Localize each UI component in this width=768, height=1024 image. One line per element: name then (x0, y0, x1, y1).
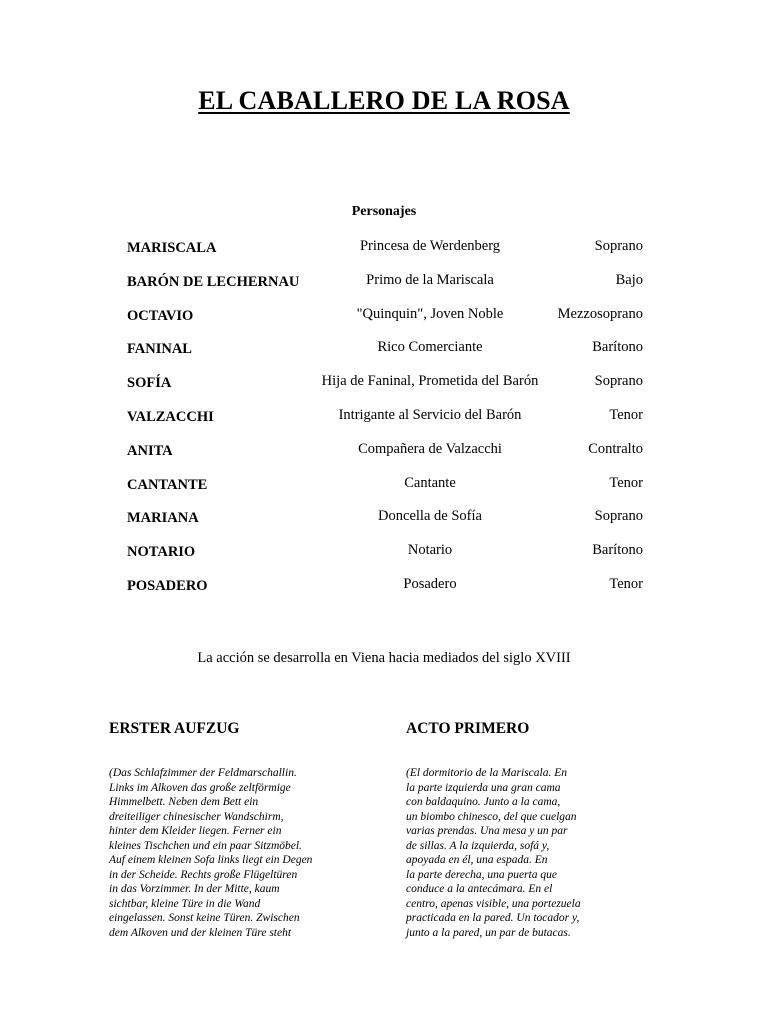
cast-heading: Personajes (351, 204, 417, 219)
stage-direction-line: kleines Tischchen und ein paar Sitzmöbel. (109, 839, 302, 852)
cast-row (127, 238, 643, 272)
voice-type: Barítono (592, 339, 643, 356)
stage-direction-line: centro, apenas visible, una portezuela (406, 897, 581, 910)
character-description: Posadero (403, 575, 457, 592)
stage-direction-line: la parte izquierda una gran cama (406, 781, 561, 794)
stage-direction-line: dreiteiliger chinesischer Wandschirm, (109, 810, 284, 823)
stage-direction-line: sichtbar, kleine Türe in die Wand (109, 897, 261, 910)
stage-direction-line: conduce a la antecámara. En el (406, 883, 553, 895)
voice-type: Contralto (588, 440, 643, 457)
character-name: MARIANA (127, 510, 199, 527)
stage-direction-line: con baldaquino. Junto a la cama, (406, 796, 561, 808)
stage-direction-line: apoyada en él, una espada. En (406, 854, 548, 866)
stage-directions-german (109, 766, 359, 940)
character-description: Rico Comerciante (377, 339, 483, 356)
cast-row (127, 407, 643, 441)
cast-row (127, 339, 643, 373)
cast-row (127, 576, 643, 610)
voice-type: Soprano (594, 508, 643, 525)
cast-list (127, 238, 643, 610)
stage-direction-line: dem Alkoven und der kleinen Türe steht (109, 926, 292, 939)
act-heading-spanish: ACTO PRIMERO (406, 720, 530, 737)
stage-direction-line: in das Vorzimmer. In der Mitte, kaum (109, 883, 280, 895)
voice-type: Tenor (609, 474, 643, 491)
character-description: Notario (407, 542, 453, 559)
character-name: BARÓN DE LECHERNAU (127, 273, 300, 290)
stage-direction-line: eingelassen. Sonst keine Türen. Zwischen (109, 912, 300, 924)
character-description: Princesa de Werdenberg (359, 238, 501, 254)
character-description: Hija de Faninal, Prometida del Barón (321, 373, 539, 390)
character-name: OCTAVIO (127, 307, 194, 324)
stage-direction-line: Himmelbett. Neben dem Bett ein (109, 796, 259, 808)
stage-direction-line: Links im Alkoven das große zeltförmige (109, 781, 291, 794)
stage-direction-line: practicada en la pared. Un tocador y, (406, 912, 580, 924)
cast-row (127, 508, 643, 542)
cast-row (127, 272, 643, 306)
cast-row (127, 475, 643, 509)
character-description: "Quinquin", Joven Noble (356, 305, 504, 322)
character-name: FANINAL (127, 341, 192, 358)
character-name: SOFÍA (127, 375, 172, 392)
character-name: VALZACCHI (127, 408, 214, 425)
setting-note: La acción se desarrolla en Viena hacia mediados del siglo XVIII (197, 650, 571, 666)
cast-row (127, 441, 643, 475)
stage-direction-line: Auf einem kleinen Sofa links liegt ein Degen (109, 854, 313, 866)
stage-direction-line: in der Scheide. Rechts große Flügeltüren (109, 868, 298, 881)
voice-type: Tenor (609, 406, 643, 423)
stage-direction-line: junto a la pared, un par de butacas. (406, 926, 571, 939)
character-description: Doncella de Sofía (378, 508, 482, 525)
character-description: Compañera de Valzacchi (358, 440, 502, 457)
character-description: Cantante (404, 474, 456, 491)
voice-type: Soprano (594, 373, 643, 390)
cast-row (127, 306, 643, 340)
stage-direction-line: (El dormitorio de la Mariscala. En (406, 767, 567, 779)
stage-direction-line: hinter dem Kleider liegen. Ferner ein (109, 825, 282, 837)
character-description: Intrigante al Servicio del Barón (338, 406, 522, 423)
character-name: POSADERO (127, 577, 208, 594)
character-name: CANTANTE (127, 476, 208, 493)
stage-direction-line: (Das Schlafzimmer der Feldmarschallin. (109, 767, 297, 779)
page-title: EL CABALLERO DE LA ROSA (198, 86, 570, 115)
stage-direction-line: de sillas. A la izquierda, sofá y, (406, 839, 550, 852)
voice-type: Barítono (592, 542, 643, 559)
act-heading-german: ERSTER AUFZUG (109, 720, 240, 737)
voice-type: Tenor (609, 575, 643, 592)
stage-direction-line: varias prendas. Una mesa y un par (406, 825, 568, 837)
voice-type: Mezzosoprano (557, 305, 643, 322)
character-name: MARISCALA (127, 240, 217, 256)
character-name: NOTARIO (127, 544, 196, 561)
stage-directions-spanish (406, 766, 636, 940)
stage-direction-line: un biombo chinesco, del que cuelgan (406, 810, 577, 823)
voice-type: Bajo (615, 271, 643, 288)
voice-type: Soprano (594, 238, 643, 254)
cast-row (127, 373, 643, 407)
character-name: ANITA (127, 442, 173, 459)
stage-direction-line: la parte derecha, una puerta que (406, 868, 557, 881)
character-description: Primo de la Mariscala (366, 271, 494, 288)
cast-row (127, 542, 643, 576)
